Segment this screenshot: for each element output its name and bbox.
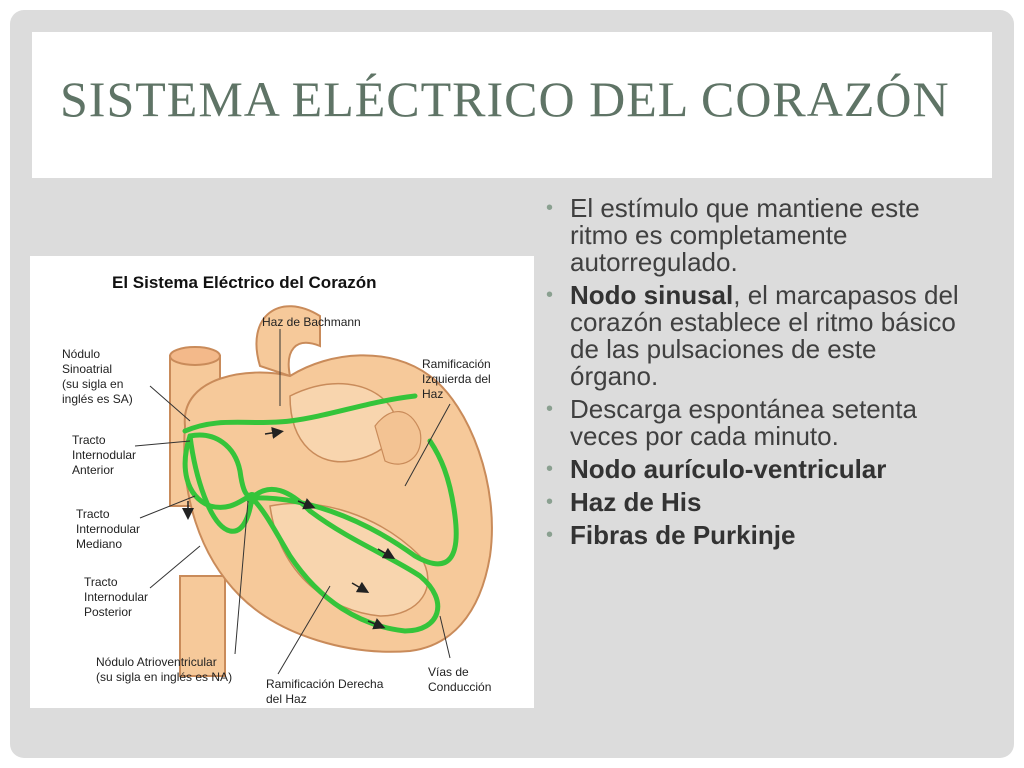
svg-text:inglés es SA): inglés es SA): [62, 392, 133, 406]
label-bachmann: Haz de Bachmann: [262, 315, 361, 329]
svg-text:Tracto: Tracto: [84, 575, 118, 589]
svg-text:Posterior: Posterior: [84, 605, 133, 619]
bullet-list: [546, 195, 966, 555]
diagram-title: El Sistema Eléctrico del Corazón: [112, 273, 377, 292]
title-box: [32, 32, 992, 178]
svg-text:Internodular: Internodular: [72, 448, 137, 462]
svg-text:Nódulo Atrioventricular: Nódulo Atrioventricular: [96, 655, 217, 669]
svg-text:Nódulo: Nódulo: [62, 347, 101, 361]
label-posterior-tract: [84, 575, 148, 619]
heart-diagram: [30, 256, 534, 708]
svg-text:Internodular: Internodular: [76, 522, 141, 536]
bullet-item: • Nodo sinusal, el marcapasos del corazón establece el ritmo básico de las pulsaciones de este órgano.: [546, 282, 966, 390]
svg-text:Anterior: Anterior: [72, 463, 115, 477]
svg-text:Vías de: Vías de: [428, 665, 469, 679]
svg-text:(su sigla en inglés es NA): (su sigla en inglés es NA): [96, 670, 233, 684]
svg-text:(su sigla en: (su sigla en: [62, 377, 124, 391]
svg-text:Mediano: Mediano: [76, 537, 123, 551]
label-anterior-tract: [72, 433, 136, 477]
svg-text:Ramificación Derecha: Ramificación Derecha: [266, 677, 384, 691]
svg-text:Ramificación: Ramificación: [422, 357, 491, 371]
bullet-item: • Fibras de Purkinje: [546, 522, 966, 549]
svg-text:Sinoatrial: Sinoatrial: [62, 362, 113, 376]
svg-text:del Haz: del Haz: [266, 692, 307, 706]
svg-text:Tracto: Tracto: [76, 507, 110, 521]
svg-text:Conducción: Conducción: [428, 680, 492, 694]
slide-title: SISTEMA ELÉCTRICO DEL CORAZÓN: [60, 71, 950, 127]
label-middle-tract: [76, 507, 140, 551]
svg-text:Haz: Haz: [422, 387, 444, 401]
bullet-item: • Nodo aurículo-ventricular: [546, 456, 966, 483]
label-sa-node: [62, 347, 133, 406]
label-right-branch: [266, 677, 384, 706]
svg-text:Tracto: Tracto: [72, 433, 106, 447]
svg-text:Izquierda del: Izquierda del: [422, 372, 491, 386]
label-left-branch: [422, 357, 491, 401]
bullet-item: • El estímulo que mantiene este ritmo es completamente autorregulado.: [546, 195, 966, 276]
svg-text:Internodular: Internodular: [84, 590, 149, 604]
bullet-item: • Haz de His: [546, 489, 966, 516]
label-av-node: [96, 655, 232, 684]
heart-diagram-svg: [30, 256, 534, 708]
slide: [10, 10, 1014, 758]
bullet-item: • Descarga espontánea setenta veces por cada minuto.: [546, 396, 966, 450]
label-conduction-paths: [428, 665, 491, 694]
